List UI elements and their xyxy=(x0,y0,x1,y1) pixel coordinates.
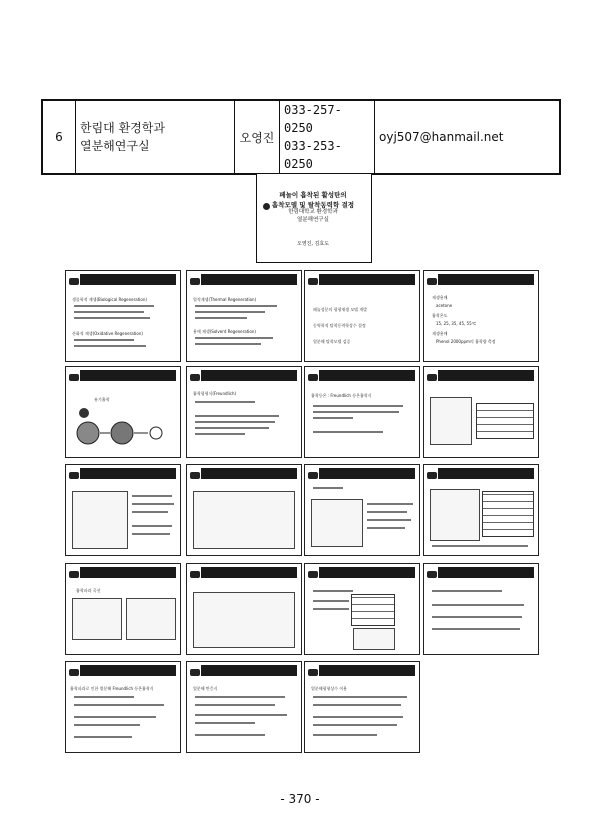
slide-title-bar xyxy=(201,567,297,578)
table-image xyxy=(351,594,395,626)
logo-icon xyxy=(190,472,200,479)
text-line xyxy=(195,305,277,307)
logo-icon xyxy=(308,472,318,479)
text-line xyxy=(313,600,349,602)
text-line xyxy=(432,604,524,606)
chart-image xyxy=(430,489,480,541)
telephone-cell xyxy=(280,100,375,174)
telephone-2: 033-253-0250 xyxy=(284,139,342,171)
text-line xyxy=(132,495,172,497)
slide-text: 흡착등온 : Freundlich 등온흡착식 xyxy=(311,393,372,398)
slide-text: 15, 25, 35, 45, 55℃ xyxy=(436,321,477,326)
logo-icon xyxy=(69,571,79,578)
title-slide-affiliation xyxy=(263,208,363,224)
slide-title-bar xyxy=(438,370,534,381)
text-line xyxy=(313,405,403,407)
text-line xyxy=(313,411,399,413)
text-line xyxy=(74,724,140,726)
contact-table xyxy=(41,99,561,175)
title-authors: 오영진, 김효도 xyxy=(296,241,330,247)
slide-title-bar xyxy=(319,468,415,479)
text-line xyxy=(195,311,265,313)
logo-icon xyxy=(190,278,200,285)
text-line xyxy=(313,696,407,698)
text-line xyxy=(313,724,397,726)
slide-13 xyxy=(65,563,181,655)
slide-title-bar xyxy=(319,567,415,578)
slide-title-bar xyxy=(438,567,534,578)
chart-image xyxy=(193,491,295,549)
chart-image xyxy=(430,397,472,445)
slide-11 xyxy=(304,464,420,556)
slide-title-bar xyxy=(319,274,415,285)
title-org: 한림대학교 환경학과 xyxy=(288,209,338,215)
title-lab: 열분해연구실 xyxy=(297,217,329,223)
text-line xyxy=(313,716,403,718)
slide-title-bar xyxy=(201,665,297,676)
text-line xyxy=(74,339,134,341)
text-line xyxy=(195,337,273,339)
slide-3 xyxy=(304,270,420,362)
slide-title-bar xyxy=(80,567,176,578)
logo-icon xyxy=(427,472,437,479)
slide-text: 흡착온도 xyxy=(432,313,448,318)
slide-14 xyxy=(186,563,302,655)
logo-icon xyxy=(308,278,318,285)
chart-image xyxy=(126,598,176,640)
logo-icon xyxy=(427,374,437,381)
slide-title-bar xyxy=(319,370,415,381)
text-line xyxy=(432,628,520,630)
page-number: - 370 - xyxy=(280,792,320,806)
text-line xyxy=(313,608,349,610)
text-line xyxy=(367,527,405,529)
slide-text: 열분해 탈착모델 검증 xyxy=(313,339,351,344)
logo-icon xyxy=(308,669,318,676)
slide-5 xyxy=(65,366,181,458)
slide-text: 흡착파과 곡선 xyxy=(76,588,101,593)
slide-10 xyxy=(186,464,302,556)
slide-title-bar xyxy=(80,274,176,285)
text-line xyxy=(195,421,275,423)
email-address: oyj507@hanmail.net xyxy=(375,100,561,174)
text-line xyxy=(195,704,275,706)
organization-line2: 열분해연구실 xyxy=(80,139,150,153)
text-line xyxy=(432,616,522,618)
slide-text: 열적재생(Thermal Regeneration) xyxy=(193,297,257,302)
slide-18 xyxy=(186,661,302,753)
logo-icon xyxy=(69,472,79,479)
slide-text: 열분해평형상수 이용 xyxy=(311,686,348,691)
text-line xyxy=(132,533,170,535)
slide-title-bar xyxy=(80,370,176,381)
slide-7 xyxy=(304,366,420,458)
chart-image xyxy=(72,598,122,640)
slide-16 xyxy=(423,563,539,655)
slide-6 xyxy=(186,366,302,458)
logo-icon xyxy=(427,571,437,578)
text-line xyxy=(367,511,407,513)
logo-icon xyxy=(190,374,200,381)
logo-icon xyxy=(69,669,79,676)
slide-8 xyxy=(423,366,539,458)
title-slide-heading xyxy=(263,190,363,210)
text-line xyxy=(74,345,146,347)
text-line xyxy=(74,311,144,313)
text-line xyxy=(74,317,150,319)
logo-icon xyxy=(69,374,79,381)
logo-icon xyxy=(69,278,79,285)
slide-text: 생물학적 재생(Biological Regeneration) xyxy=(72,297,147,302)
logo-icon xyxy=(190,669,200,676)
text-line xyxy=(195,714,287,716)
slide-text: 재생용매 xyxy=(432,331,448,336)
text-line xyxy=(367,503,413,505)
slide-text: 흡착평형식(Freundlich) xyxy=(193,391,237,396)
slide-4 xyxy=(423,270,539,362)
organization-line1: 한림대 환경학과 xyxy=(80,121,165,135)
text-line xyxy=(132,525,172,527)
slide-title-bar xyxy=(438,274,534,285)
slide-text: 유기흡착 xyxy=(94,397,110,402)
adsorption-diagram xyxy=(70,405,176,451)
text-line xyxy=(313,734,377,736)
text-line xyxy=(132,511,168,513)
text-line xyxy=(74,704,164,706)
text-line xyxy=(432,590,502,592)
text-line xyxy=(195,427,269,429)
text-line xyxy=(195,722,255,724)
slide-text: 용매 재생(Solvent Regeneration) xyxy=(193,329,256,334)
slide-title-bar xyxy=(201,274,297,285)
text-line xyxy=(195,734,265,736)
slide-text: 페놀성분의 평형재생 모델 개발 xyxy=(313,307,368,312)
organization-cell xyxy=(76,100,235,174)
slide-title-bar xyxy=(201,468,297,479)
telephone-1: 033-257-0250 xyxy=(284,103,342,135)
slide-text: 재생용매 xyxy=(432,295,448,300)
text-line xyxy=(195,401,255,403)
chart-image xyxy=(311,499,363,547)
table-image xyxy=(482,491,534,537)
slide-1 xyxy=(65,270,181,362)
text-line xyxy=(195,415,279,417)
text-line xyxy=(313,487,343,489)
slide-text: 흡착파과로 인한 열분해 Freundlich 등온흡착식 xyxy=(70,686,154,691)
slide-2 xyxy=(186,270,302,362)
text-line xyxy=(195,696,285,698)
slide-title-bar xyxy=(319,665,415,676)
slide-title-bar xyxy=(80,665,176,676)
slide-12 xyxy=(423,464,539,556)
text-line xyxy=(313,417,353,419)
logo-icon xyxy=(308,374,318,381)
slide-text: acetone xyxy=(436,303,453,308)
chart-image xyxy=(72,491,128,549)
text-line xyxy=(74,305,154,307)
slide-text: 동역학적 탈착동력학상수 결정 xyxy=(313,323,366,328)
slide-17 xyxy=(65,661,181,753)
slide-19 xyxy=(304,661,420,753)
text-line xyxy=(132,503,174,505)
chart-image xyxy=(193,592,295,648)
chart-image xyxy=(353,628,395,650)
row-number: 6 xyxy=(42,100,76,174)
text-line xyxy=(313,431,383,433)
slide-text: 산화적 재생(Oxidative Regeneration) xyxy=(72,331,143,336)
text-line xyxy=(195,343,261,345)
title-slide xyxy=(256,173,372,263)
title-line-2: 흡착모델 및 탈착동력학 결정 xyxy=(271,201,355,209)
text-line xyxy=(74,716,156,718)
text-line xyxy=(195,433,245,435)
slide-15 xyxy=(304,563,420,655)
slide-9 xyxy=(65,464,181,556)
table-image xyxy=(476,403,534,439)
text-line xyxy=(367,519,411,521)
text-line xyxy=(74,736,132,738)
logo-icon xyxy=(190,571,200,578)
slide-title-bar xyxy=(438,468,534,479)
slide-text: 열분해 반응식 xyxy=(193,686,218,691)
text-line xyxy=(313,704,401,706)
logo-icon xyxy=(308,571,318,578)
slide-text: Phenol 2000ppm의 흡착량 측정 xyxy=(436,339,496,344)
text-line xyxy=(313,590,353,592)
slide-title-bar xyxy=(201,370,297,381)
logo-icon xyxy=(427,278,437,285)
slide-title-bar xyxy=(80,468,176,479)
text-line xyxy=(74,696,134,698)
table-row xyxy=(42,100,560,174)
text-line xyxy=(432,545,528,547)
contact-name: 오영진 xyxy=(235,100,280,174)
title-line-1: 페놀이 흡착된 활성탄의 xyxy=(279,191,347,199)
text-line xyxy=(195,317,247,319)
